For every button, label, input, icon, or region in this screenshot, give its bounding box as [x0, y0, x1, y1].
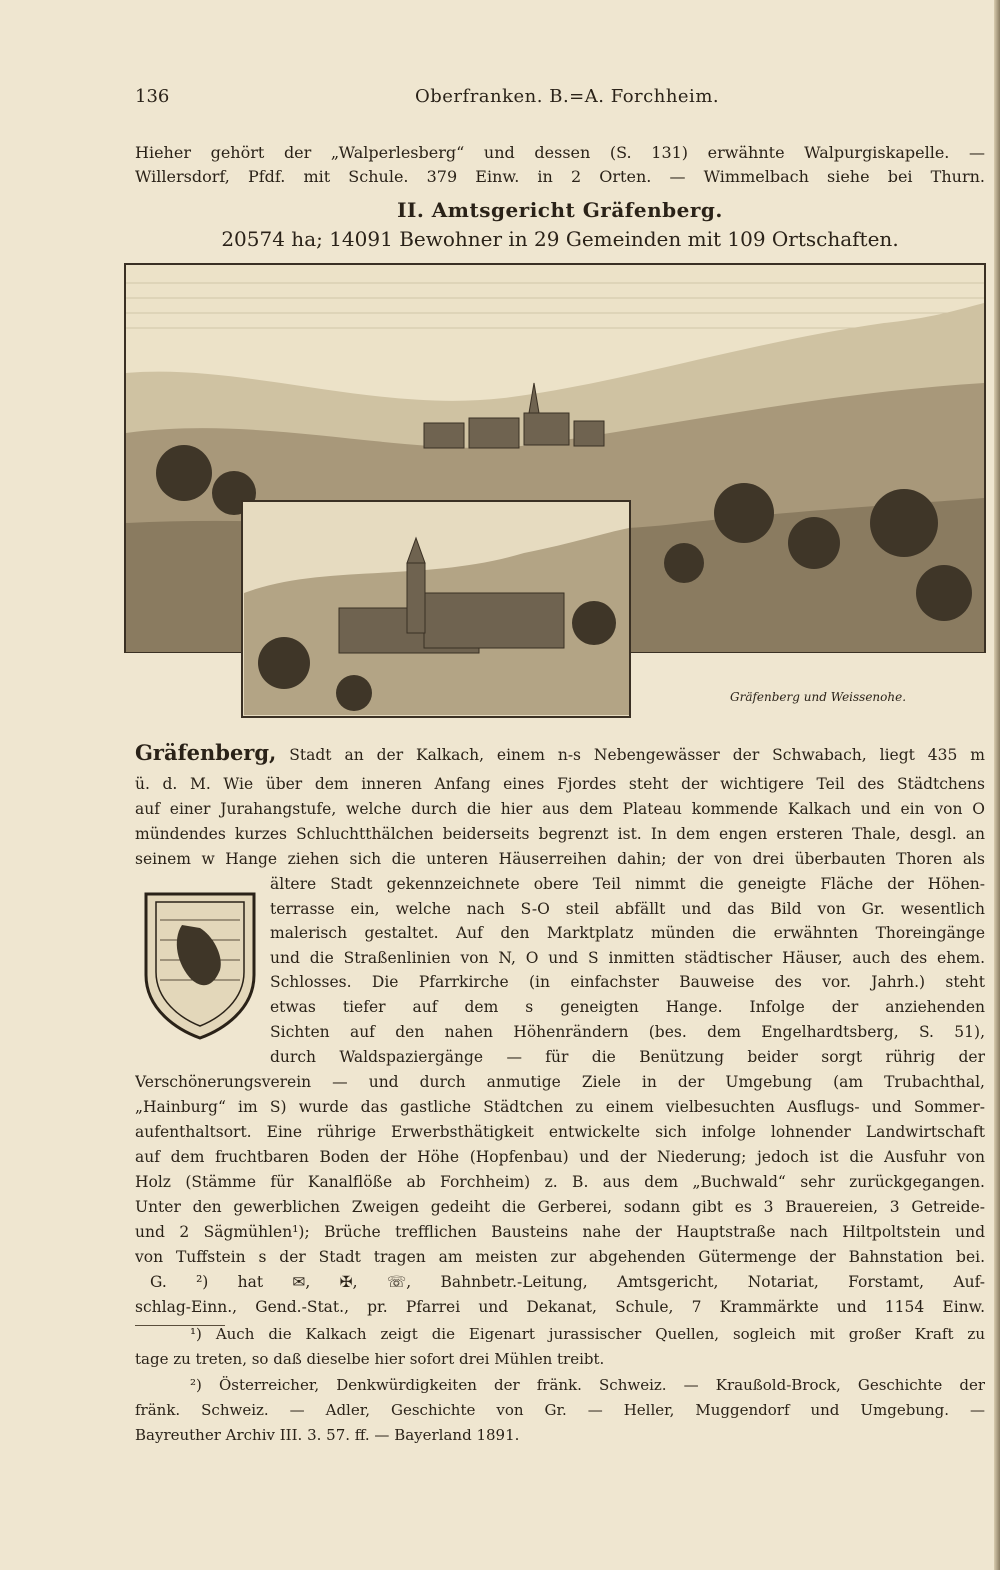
text-line: Willersdorf, Pfdf. mit Schule. 379 Einw. in 2 Orten. — Wimmelbach siehe bei Thurn.	[135, 167, 985, 186]
text-line: seinem w Hange ziehen sich die unteren Häuserreihen dahin; der von drei überbauten Thoren als	[135, 850, 985, 868]
footnote-line: tage zu treten, so daß dieselbe hier sofort drei Mühlen treibt.	[135, 1350, 605, 1368]
text-line: „Hainburg“ im S) wurde das gastliche Städtchen zu einem vielbesuchten Ausflugs- und Sommer-	[135, 1098, 985, 1116]
text-line: Schlosses. Die Pfarrkirche (in einfachster Bauweise des vor. Jahrh.) steht	[270, 973, 985, 991]
section-title: II. Amtsgericht Gräfenberg.	[397, 198, 723, 222]
text-line: Unter den gewerblichen Zweigen gedeiht die Gerberei, sodann gibt es 3 Brauereien, 3 Getreide-	[135, 1198, 985, 1216]
lead-word: Gräfenberg,	[135, 742, 277, 765]
text-line: malerisch gestaltet. Auf den Marktplatz münden die erwähnten Thoreingänge	[270, 924, 985, 942]
text-line: und die Straßenlinien von N, O und S inmitten städtischer Häuser, auch des ehem.	[270, 949, 985, 967]
text-line: schlag-Einn., Gend.-Stat., pr. Pfarrei und Dekanat, Schule, 7 Krammärkte und 1154 Einw.	[135, 1298, 985, 1316]
text-line: Verschönerungsverein — und durch anmutige Ziele in der Umgebung (am Trubachthal,	[135, 1073, 985, 1091]
footnote-line: ²) Österreicher, Denkwürdigkeiten der fränk. Schweiz. — Kraußold-Brock, Geschichte der	[190, 1376, 985, 1394]
text-line: Stadt an der Kalkach, einem n-s Nebengewässer der Schwabach, liegt 435 m	[289, 746, 985, 764]
text-line: ältere Stadt gekennzeichnete obere Teil nimmt die geneigte Fläche der Höhen-	[270, 875, 985, 893]
text-line: auf einer Jurahangstufe, welche durch die hier aus dem Plateau kommende Kalkach und ein von O	[135, 800, 985, 818]
text-line: Sichten auf den nahen Höhenrändern (bes. dem Engelhardtsberg, S. 51),	[270, 1023, 985, 1041]
footnote-line: Bayreuther Archiv III. 3. 57. ff. — Bayerland 1891.	[135, 1426, 520, 1444]
footnote-line: fränk. Schweiz. — Adler, Geschichte von Gr. — Heller, Muggendorf und Umgebung. —	[135, 1401, 985, 1419]
text-line: durch Waldspaziergänge — für die Benützung beider sorgt rührig der	[270, 1048, 985, 1066]
coat-of-arms-image	[142, 890, 258, 1040]
landscape-illustration	[124, 263, 986, 718]
text-line: und 2 Sägmühlen¹); Brüche trefflichen Bausteins nahe der Hauptstraße nach Hiltpoltstein und	[135, 1223, 985, 1241]
text-line: aufenthaltsort. Eine rührige Erwerbsthätigkeit entwickelte sich infolge lohnender Landwirtschaft	[135, 1123, 985, 1141]
footnote-line: ¹) Auch die Kalkach zeigt die Eigenart jurassischer Quellen, sogleich mit großer Kraft zu	[190, 1325, 985, 1343]
page-number: 136	[135, 86, 170, 107]
illustration-caption: Gräfenberg und Weissenohe.	[730, 690, 907, 704]
running-title: Oberfranken. B.=A. Forchheim.	[415, 86, 720, 107]
text-line: Holz (Stämme für Kanalflöße ab Forchheim) z. B. aus dem „Buchwald“ sehr zurückgegangen.	[135, 1173, 985, 1191]
text-line: etwas tiefer auf dem s geneigten Hange. Infolge der anziehenden	[270, 998, 985, 1016]
text-line: G. ²) hat ✉, ✠, ☏, Bahnbetr.-Leitung, Amtsgericht, Notariat, Forstamt, Auf-	[150, 1273, 985, 1291]
section-subtitle: 20574 ha; 14091 Bewohner in 29 Gemeinden mit 109 Ortschaften.	[221, 227, 899, 251]
page-edge	[994, 0, 1000, 1570]
text-line: Hieher gehört der „Walperlesberg“ und dessen (S. 131) erwähnte Walpurgiskapelle. —	[135, 143, 985, 162]
text-line: mündendes kurzes Schluchtthälchen beiderseits begrenzt ist. In dem engen ersteren Thale, desgl. an	[135, 825, 985, 843]
text-line: auf dem fruchtbaren Boden der Höhe (Hopfenbau) und der Niederung; jedoch ist die Ausfuhr von	[135, 1148, 985, 1166]
text-line: von Tuffstein s der Stadt tragen am meisten zur abgehenden Gütermenge der Bahnstation bei.	[135, 1248, 985, 1266]
text-line: ü. d. M. Wie über dem inneren Anfang eines Fjordes steht der wichtigere Teil des Städtchens	[135, 775, 985, 793]
text-line: terrasse ein, welche nach S-O steil abfällt und das Bild von Gr. wesentlich	[270, 900, 985, 918]
running-header	[135, 86, 985, 112]
